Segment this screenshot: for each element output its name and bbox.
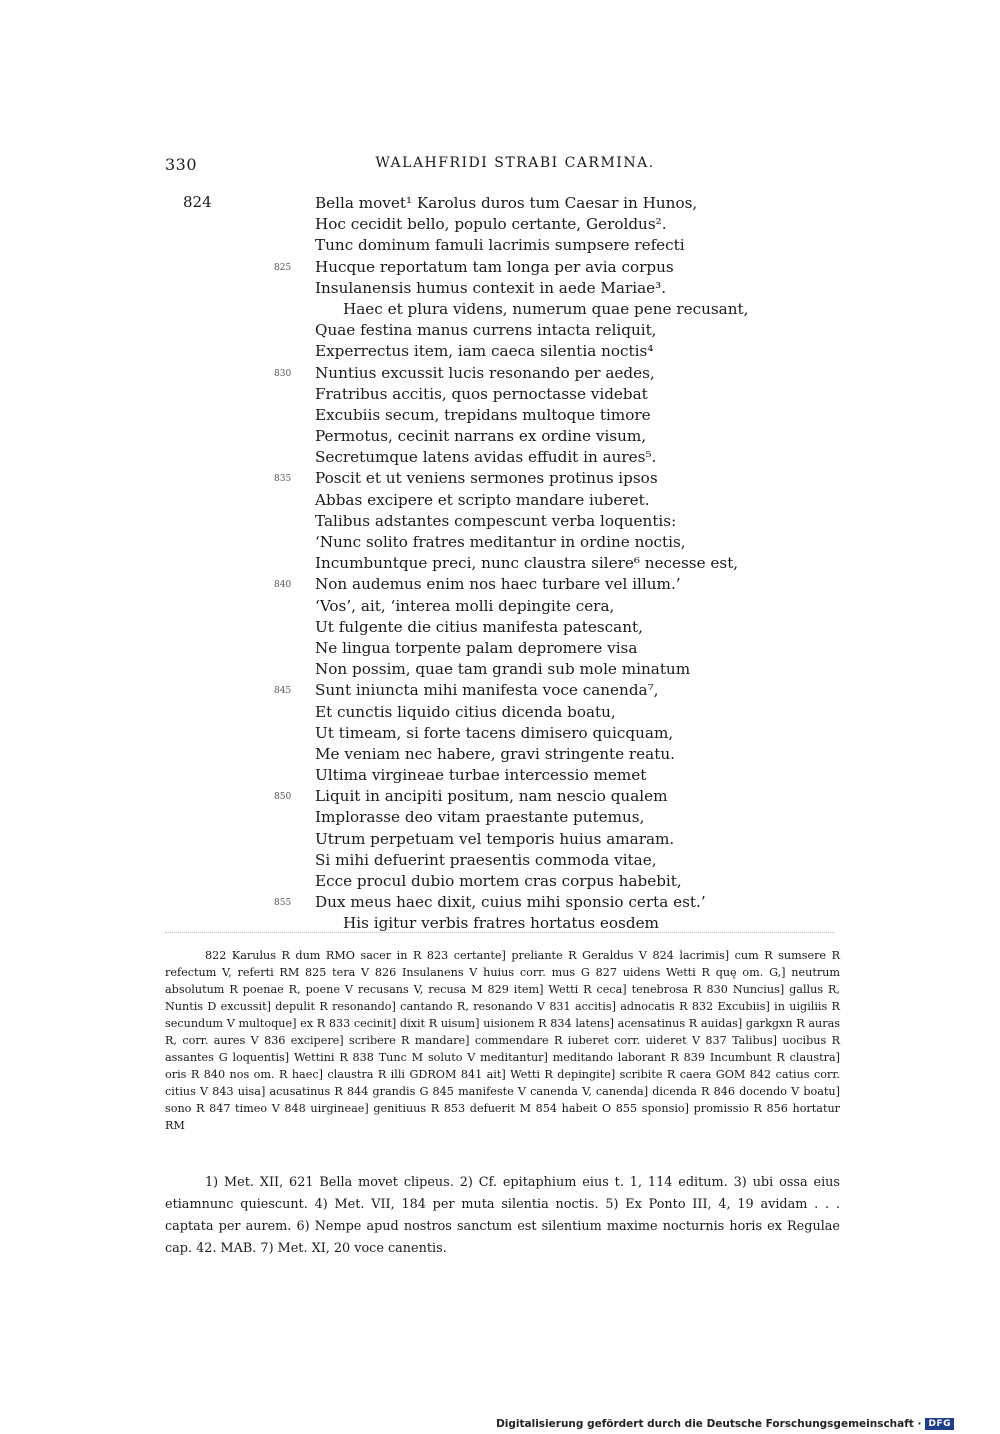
verse-line bbox=[270, 511, 790, 532]
verse-line bbox=[270, 596, 790, 617]
verse-text: ‘Vos’, ait, ‘interea molli depingite cera, bbox=[315, 596, 615, 615]
verse-line bbox=[270, 871, 790, 892]
running-title: WALAHFRIDI STRABI CARMINA. bbox=[375, 155, 655, 171]
verse-text: Permotus, cecinit narrans ex ordine visum, bbox=[315, 427, 647, 446]
verse-line bbox=[270, 617, 790, 638]
verse-line bbox=[270, 320, 790, 341]
verse-text: Quae festina manus currens intacta reliquit, bbox=[315, 321, 657, 340]
dfg-logo: DFG bbox=[925, 1418, 954, 1430]
verse-line bbox=[270, 786, 790, 807]
verse-text: Secretumque latens avidas effudit in aures⁵. bbox=[315, 448, 657, 467]
verse-line bbox=[270, 257, 790, 278]
verse-line bbox=[270, 659, 790, 680]
verse-line-number: 845 bbox=[274, 686, 292, 697]
page-number: 330 bbox=[165, 155, 198, 174]
verse-line bbox=[270, 447, 790, 468]
verse-text: Tunc dominum famuli lacrimis sumpsere refecti bbox=[315, 236, 685, 255]
verse-line-number: 835 bbox=[274, 474, 292, 485]
verse-line bbox=[270, 723, 790, 744]
verse-line bbox=[270, 299, 790, 320]
verse-text: Haec et plura videns, numerum quae pene recusant, bbox=[343, 299, 749, 318]
verse-text: Ultima virgineae turbae intercessio memet bbox=[315, 766, 647, 785]
verse-text: Experrectus item, iam caeca silentia noctis⁴ bbox=[315, 342, 654, 361]
verse-line bbox=[270, 405, 790, 426]
verse-text: Sunt iniuncta mihi manifesta voce canenda⁷, bbox=[315, 681, 659, 700]
verse-text: Si mihi defuerint praesentis commoda vitae, bbox=[315, 850, 657, 869]
verse-line bbox=[270, 574, 790, 595]
verse-line bbox=[270, 490, 790, 511]
verse-text: Non possim, quae tam grandi sub mole minatum bbox=[315, 660, 691, 679]
digitization-credit bbox=[496, 1418, 954, 1430]
verse-line bbox=[270, 532, 790, 553]
footnotes: 1) Met. XII, 621 Bella movet clipeus. 2) Cf. epitaphium eius t. 1, 114 editum. 3) ubi ossa eius etiamnunc quiescunt. 4) Met. VII, 184 per muta silentia noctis. 5) Ex Ponto III, 4, 19 avidam . . . captata per aurem. 6) Nempe apud nostros sanctum est silentium maxime nocturnis horis ex Regulae cap. 42. MAB. 7) Met. XI, 20 voce canentis. bbox=[165, 1175, 840, 1256]
verse-text: Fratribus accitis, quos pernoctasse videbat bbox=[315, 384, 648, 403]
verse-text: Poscit et ut veniens sermones protinus ipsos bbox=[315, 469, 658, 488]
verse-line bbox=[270, 235, 790, 256]
verse-line bbox=[270, 765, 790, 786]
verse-line-number: 840 bbox=[274, 580, 292, 591]
verse-line bbox=[270, 829, 790, 850]
verse-text: Et cunctis liquido citius dicenda boatu, bbox=[315, 702, 616, 721]
verse-text: Excubiis secum, trepidans multoque timore bbox=[315, 405, 651, 424]
verse-line bbox=[270, 426, 790, 447]
verse-line bbox=[270, 702, 790, 723]
verse-line bbox=[270, 553, 790, 574]
verse-text: Implorasse deo vitam praestante putemus, bbox=[315, 808, 645, 827]
verse-line bbox=[270, 278, 790, 299]
verse-text: Me veniam nec habere, gravi stringente reatu. bbox=[315, 744, 675, 763]
verse-line bbox=[270, 850, 790, 871]
verse-text: Abbas excipere et scripto mandare iuberet. bbox=[315, 490, 650, 509]
verse-text: ‘Nunc solito fratres meditantur in ordine noctis, bbox=[315, 533, 686, 551]
verse-line bbox=[270, 468, 790, 489]
verse-line bbox=[270, 193, 790, 214]
verse-line bbox=[270, 341, 790, 362]
verse-text: Ne lingua torpente palam depromere visa bbox=[315, 638, 638, 657]
verse-text: Liquit in ancipiti positum, nam nescio qualem bbox=[315, 787, 668, 806]
verse-line-number: 830 bbox=[274, 368, 292, 379]
verse-text: Nuntius excussit lucis resonando per aedes, bbox=[315, 363, 655, 382]
verse-line-number: 855 bbox=[274, 898, 292, 909]
verse-text: Dux meus haec dixit, cuius mihi sponsio certa est.’ bbox=[315, 893, 706, 912]
verse-block bbox=[270, 193, 790, 935]
divider bbox=[165, 932, 835, 934]
verse-text: Incumbuntque preci, nunc claustra silere⁶ necesse est, bbox=[315, 554, 739, 573]
verse-text: Bella movet¹ Karolus duros tum Caesar in Hunos, bbox=[315, 194, 698, 212]
verse-text: His igitur verbis fratres hortatus eosdem bbox=[343, 914, 659, 933]
verse-text: Utrum perpetuam vel temporis huius amaram. bbox=[315, 829, 675, 848]
critical-apparatus: 822 Karulus R dum RMO sacer in R 823 certante] preliante R Geraldus V 824 lacrimis] cum R sumsere R refectum V, referti RM 825 tera V 826 Insulanens V huius corr. mus G 827 uidens Wetti R quę om. G,] neutrum absolutum R poenae R, poene V recusans V, recusa M 829 item] Wetti R ceca] tenebrosa R 830 Nuncius] gallus R, Nuntis D excussit] depulit R resonando] cantando R, resonando V 831 accitis] adnocatis R 832 Excubiis] in uigiliis R secundum V multoque] ex R 833 cecinit] dixit R uisum] uisionem R 834 latens] acensatinus R auidas] garkgxn R auras R, corr. aures V 836 excipere] scribere R mandare] commendare R iuberet corr. uideret V 837 Talibus] uocibus R assantes G loquentis] Wettini R 838 Tunc M soluto V meditantur] meditando laborant R 839 Incumbunt R claustra] oris R 840 nos om. R haec] claustra R illi GDROM 841 ait] Wetti R depingite] scribite R caera GOM 842 catius corr. citius V 843 uisa] acusatinus R 844 grandis G 845 manifeste V canenda V, canenda] dicenda R 846 docendo V boatu] sono R 847 timeo V 848 uirgineae] genitiuus R 853 defuerit M 854 habeit O 855 sponsio] promissio R 856 hortatur RM bbox=[165, 949, 840, 1132]
verse-line bbox=[270, 638, 790, 659]
verse-text: Hucque reportatum tam longa per avia corpus bbox=[315, 257, 674, 276]
verse-line bbox=[270, 892, 790, 913]
verse-text: Ecce procul dubio mortem cras corpus habebit, bbox=[315, 872, 682, 890]
verse-text: Ut fulgente die citius manifesta patescant, bbox=[315, 617, 643, 636]
verse-line bbox=[270, 384, 790, 405]
verse-text: Ut timeam, si forte tacens dimisero quicquam, bbox=[315, 723, 674, 742]
verse-line bbox=[270, 214, 790, 235]
verse-text: Talibus adstantes compescunt verba loquentis: bbox=[315, 511, 677, 530]
verse-text: Insulanensis humus contexit in aede Mariae³. bbox=[315, 278, 667, 297]
verse-line-number: 850 bbox=[274, 792, 292, 803]
credit-text: Digitalisierung gefördert durch die Deutsche Forschungsgemeinschaft · bbox=[496, 1418, 922, 1430]
verse-text: Non audemus enim nos haec turbare vel illum.’ bbox=[315, 575, 681, 594]
verse-line bbox=[270, 363, 790, 384]
verse-text: Hoc cecidit bello, populo certante, Geroldus². bbox=[315, 215, 667, 234]
verse-line bbox=[270, 744, 790, 765]
verse-line-number: 825 bbox=[274, 262, 292, 273]
verse-line bbox=[270, 807, 790, 828]
first-line-number: 824 bbox=[183, 193, 212, 211]
verse-line bbox=[270, 680, 790, 701]
